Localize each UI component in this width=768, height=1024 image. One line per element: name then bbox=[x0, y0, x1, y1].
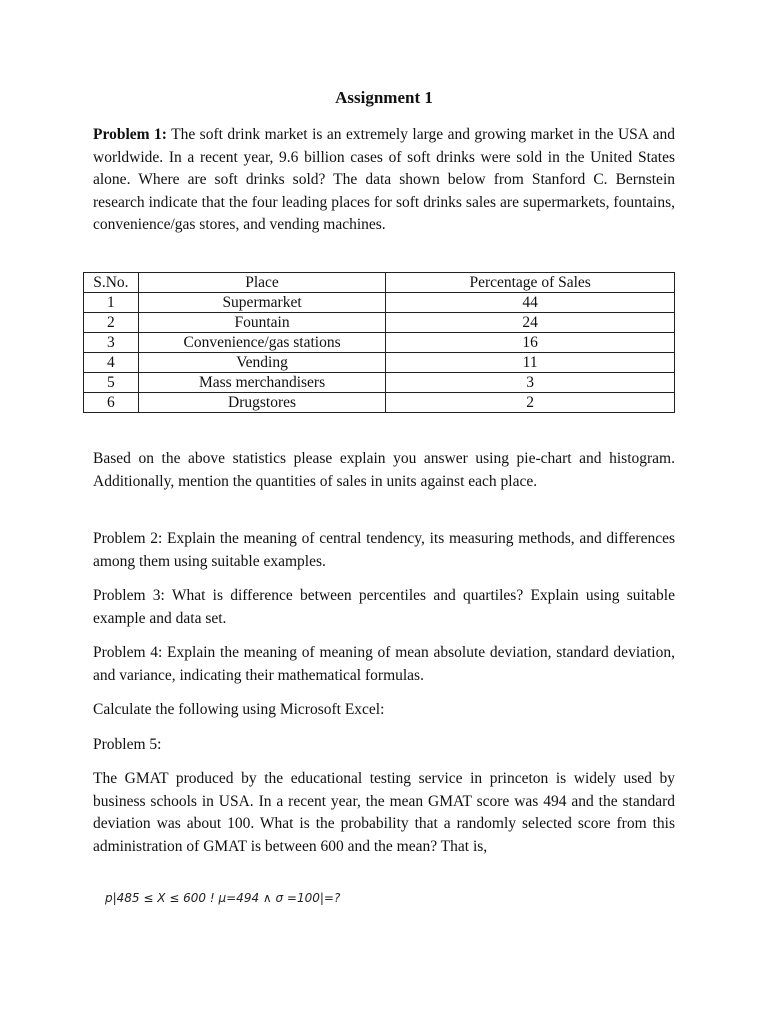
cell-place: Convenience/gas stations bbox=[138, 333, 386, 353]
table-row bbox=[84, 373, 675, 393]
table-row bbox=[84, 333, 675, 353]
cell-sno: 4 bbox=[84, 353, 139, 373]
probability-formula: p|485 ≤ X ≤ 600 ! μ=494 ∧ σ =100|=? bbox=[105, 891, 341, 905]
cell-place: Fountain bbox=[138, 313, 386, 333]
cell-percentage: 11 bbox=[386, 353, 675, 373]
calculate-instruction: Calculate the following using Microsoft Excel: bbox=[93, 701, 385, 718]
table-row bbox=[84, 313, 675, 333]
header-percentage: Percentage of Sales bbox=[386, 273, 675, 293]
cell-percentage: 2 bbox=[386, 393, 675, 413]
gmat-paragraph: The GMAT produced by the educational testing service in princeton is widely used by business schools in USA. In a recent year, the mean GMAT score was 494 and the standard deviation was about 100. What is the probability that a randomly selected score from this administration of GMAT is between 600 and the mean? That is, bbox=[93, 770, 675, 855]
table-row bbox=[84, 393, 675, 413]
problem-1-paragraph bbox=[93, 124, 675, 237]
problem-2-paragraph: Problem 2: Explain the meaning of central tendency, its measuring methods, and differences among them using suitable examples. bbox=[93, 530, 675, 570]
cell-percentage: 44 bbox=[386, 293, 675, 313]
cell-place: Vending bbox=[138, 353, 386, 373]
cell-percentage: 24 bbox=[386, 313, 675, 333]
cell-sno: 1 bbox=[84, 293, 139, 313]
cell-place: Supermarket bbox=[138, 293, 386, 313]
header-sno: S.No. bbox=[84, 273, 139, 293]
cell-percentage: 3 bbox=[386, 373, 675, 393]
cell-sno: 3 bbox=[84, 333, 139, 353]
problem-1-label: Problem 1: bbox=[93, 126, 167, 143]
problem-1-text: The soft drink market is an extremely large and growing market in the USA and worldwide. In a recent year, 9.6 billion cases of soft drinks were sold in the United States alone. Where are soft drinks sold? The data shown below from Stanford C. Bernstein research indicate that the four leading places for soft drinks sales are supermarkets, fountains, convenience/gas stores, and vending machines. bbox=[93, 126, 675, 233]
problem-3-paragraph: Problem 3: What is difference between percentiles and quartiles? Explain using suitable example and data set. bbox=[93, 587, 675, 627]
cell-place: Drugstores bbox=[138, 393, 386, 413]
cell-sno: 6 bbox=[84, 393, 139, 413]
cell-percentage: 16 bbox=[386, 333, 675, 353]
table-header-row bbox=[84, 273, 675, 293]
table-row bbox=[84, 293, 675, 313]
document-title: Assignment 1 bbox=[335, 88, 433, 107]
problem-5-label: Problem 5: bbox=[93, 736, 162, 753]
sales-table bbox=[83, 272, 675, 413]
cell-sno: 5 bbox=[84, 373, 139, 393]
based-on-paragraph: Based on the above statistics please explain you answer using pie-chart and histogram. Additionally, mention the quantities of sales in units against each place. bbox=[93, 450, 675, 490]
cell-sno: 2 bbox=[84, 313, 139, 333]
header-place: Place bbox=[138, 273, 386, 293]
table-row bbox=[84, 353, 675, 373]
problem-4-paragraph: Problem 4: Explain the meaning of meaning of mean absolute deviation, standard deviation, and variance, indicating their mathematical formulas. bbox=[93, 644, 675, 684]
cell-place: Mass merchandisers bbox=[138, 373, 386, 393]
